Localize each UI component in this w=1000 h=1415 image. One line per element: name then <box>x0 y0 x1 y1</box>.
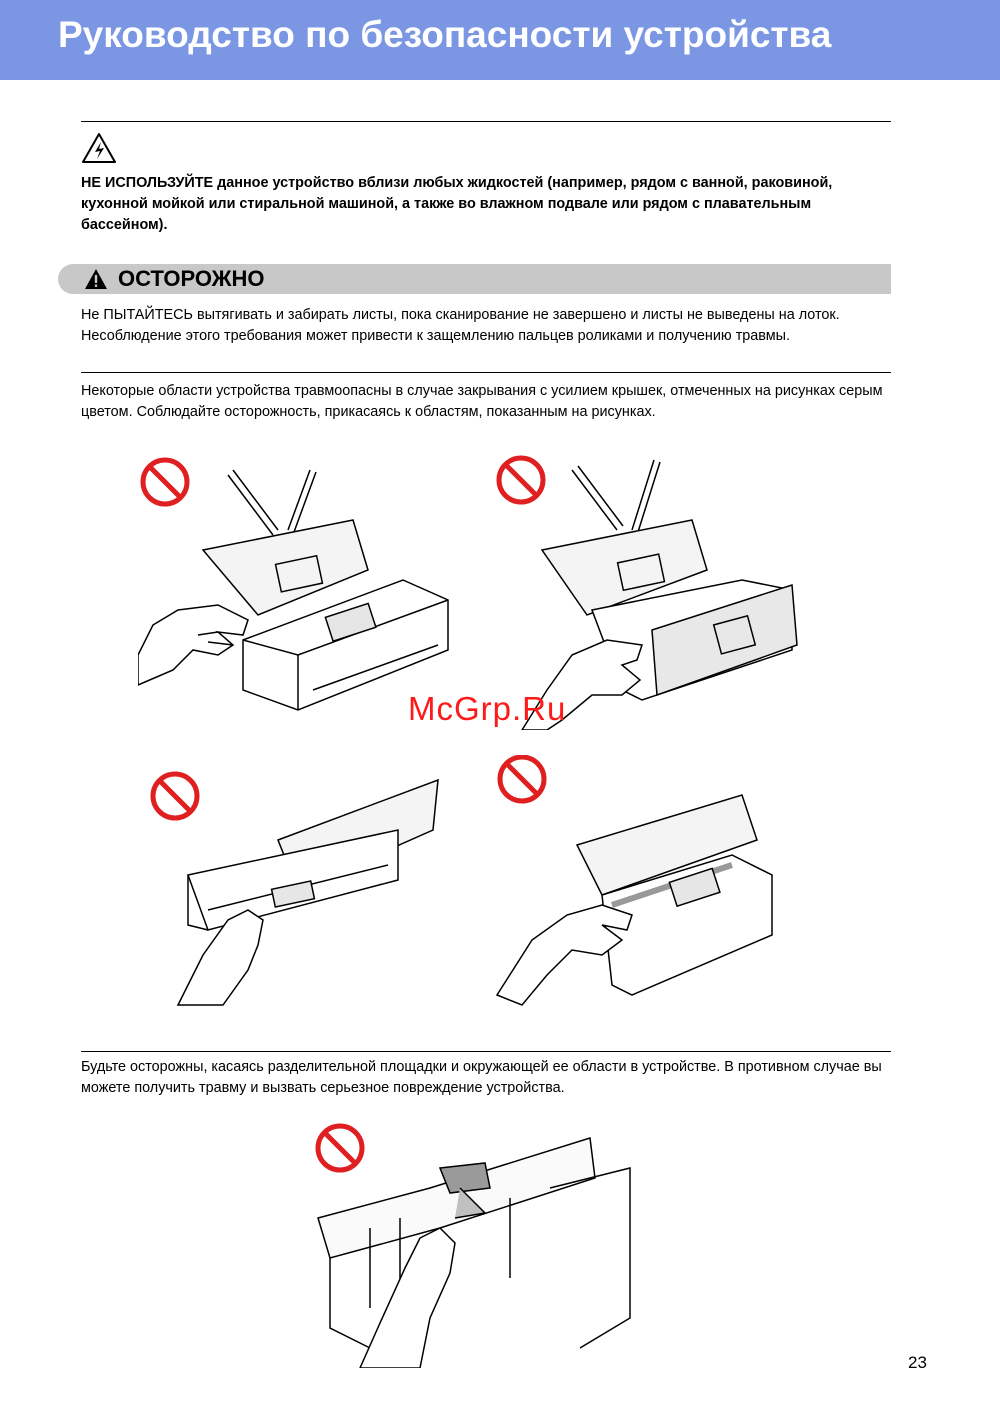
caution-title: ОСТОРОЖНО <box>118 266 265 291</box>
divider <box>81 1051 891 1052</box>
scanner-illustration <box>318 1138 630 1348</box>
prohibition-icon <box>500 757 544 801</box>
warning-text: НЕ ИСПОЛЬЗУЙТЕ данное устройство вблизи любых жидкостей (например, рядом с ванной, раковиной, кухонной мойкой или стиральной машиной, а также во влажном подвале или рядом с плавательным бассейном). <box>81 175 833 233</box>
caution-paragraph-3: Будьте осторожны, касаясь разделительной площадки и окружающей ее области в устройстве. В противном случае вы можете получить травму и вызвать серьезное повреждение устройства. <box>81 1059 882 1096</box>
caution-paragraph-1: Не ПЫТАЙТЕСЬ вытягивать и забирать листы, пока сканирование не завершено и листы не выведены на лоток. Несоблюдение этого требования может привести к защемлению пальцев роликами и получению травмы. <box>81 307 840 344</box>
figure-scanner-5 <box>310 1118 640 1368</box>
scanner-illustration <box>577 795 772 995</box>
figure-scanner-3 <box>148 770 448 1010</box>
figure-scanner-4 <box>492 755 782 1015</box>
page-number: 23 <box>908 1353 927 1372</box>
scanner-illustration <box>188 780 438 930</box>
scanner-illustration <box>203 470 448 710</box>
hand-illustration <box>138 605 248 685</box>
header-banner <box>0 0 1000 80</box>
prohibition-icon <box>499 458 543 502</box>
page-title: Руководство по безопасности устройства <box>58 14 832 55</box>
caution-bar <box>58 264 891 294</box>
divider <box>81 121 891 122</box>
prohibition-icon <box>143 460 187 504</box>
electric-shock-warning-icon <box>81 132 117 164</box>
caution-paragraph-2: Некоторые области устройства травмоопасны в случае закрывания с усилием крышек, отмеченных на рисунках серым цветом. Соблюдайте осторожность, прикасаясь к областям, показанным на рисунках. <box>81 383 883 420</box>
divider <box>81 372 891 373</box>
figure-scanner-1 <box>138 450 458 720</box>
caution-triangle-icon <box>84 268 108 290</box>
figure-scanner-2 <box>492 450 812 730</box>
prohibition-icon <box>318 1126 362 1170</box>
watermark: McGrp.Ru <box>408 690 567 727</box>
prohibition-icon <box>153 774 197 818</box>
hand-illustration <box>360 1228 455 1368</box>
